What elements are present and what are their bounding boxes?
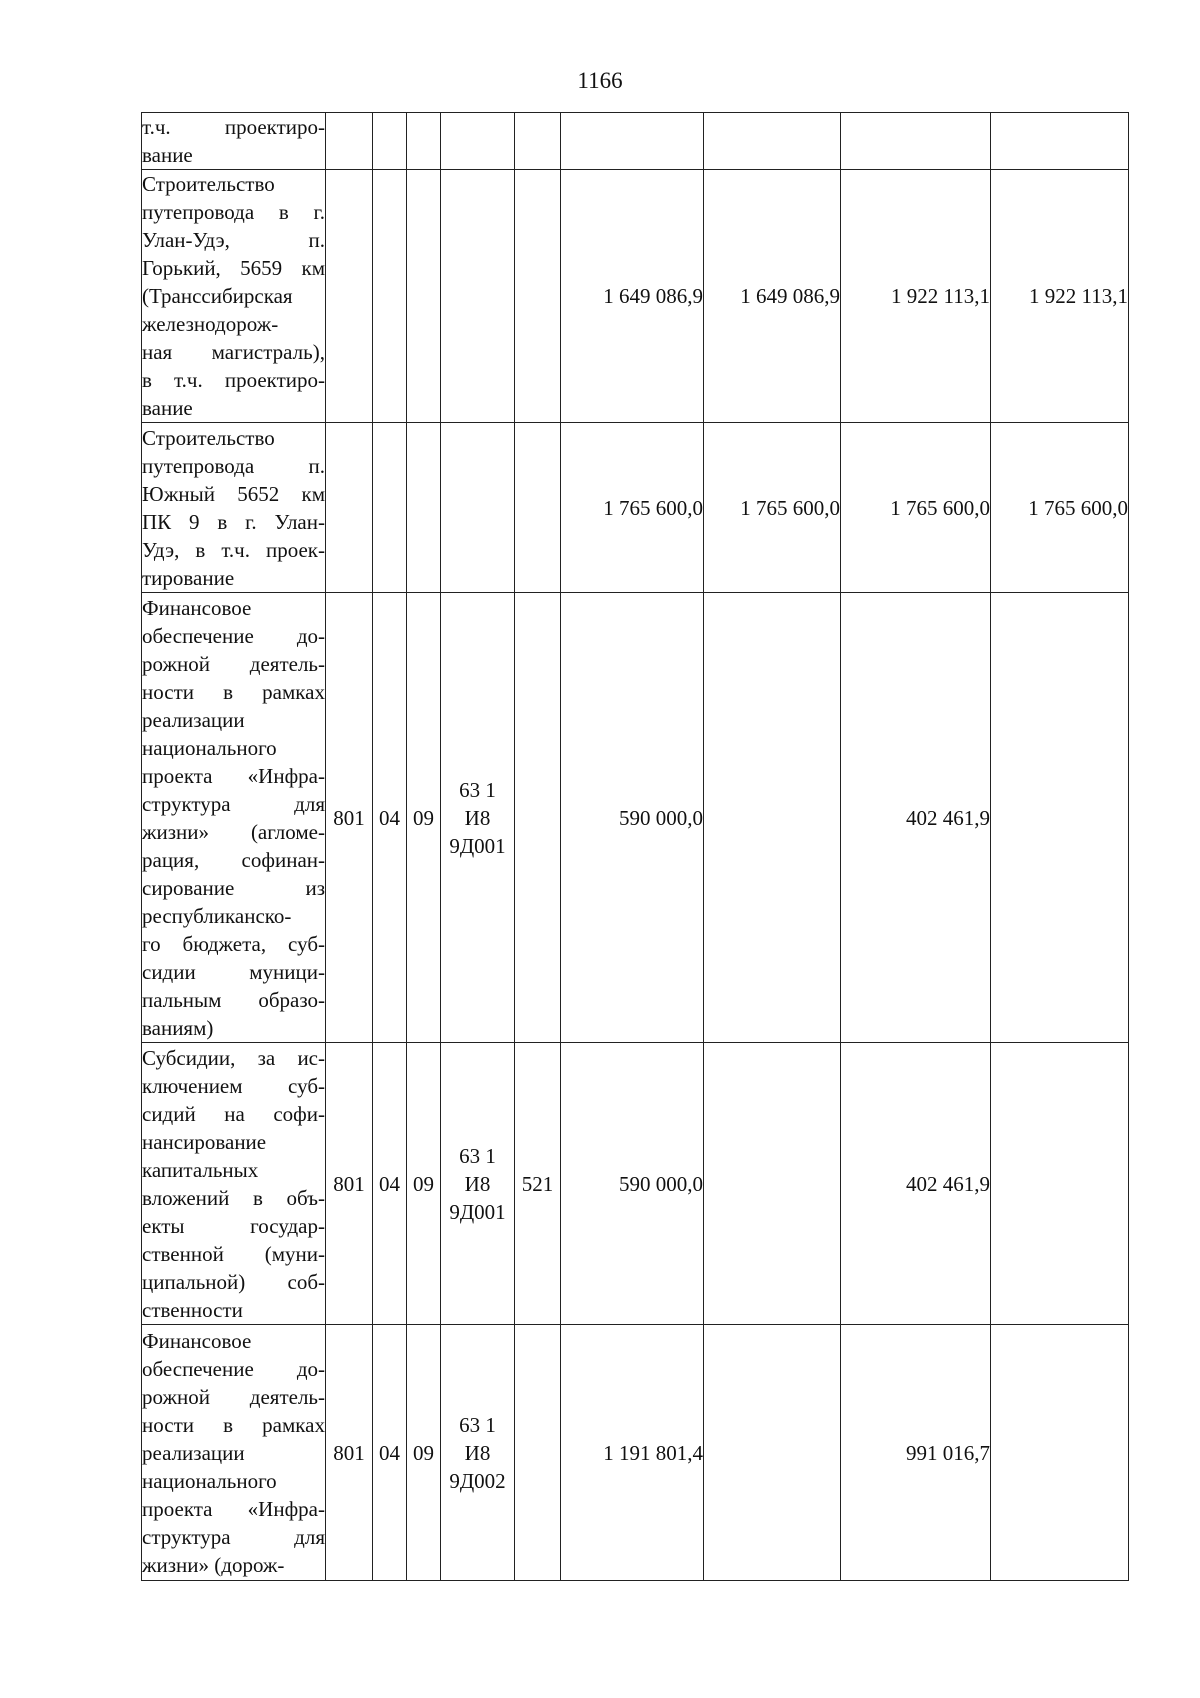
row-name-line: Финансовое <box>142 1328 252 1353</box>
page-number: 1166 <box>577 68 623 93</box>
expense-type-cell <box>515 423 561 593</box>
budget-table <box>141 112 1129 1581</box>
subsection-code-cell: 09 <box>407 1325 441 1581</box>
row-name-line: структура для <box>142 791 325 816</box>
row-name-line: обеспечение до- <box>142 1356 325 1381</box>
ministry-code-cell <box>326 170 373 423</box>
table-row <box>142 423 1129 593</box>
row-name-line: рожной деятель- <box>142 651 325 676</box>
row-name-line: Улан-Удэ, п. <box>142 228 325 252</box>
row-name-cell <box>142 423 326 593</box>
row-name-line: ципальной) соб- <box>142 1269 325 1294</box>
section-code-cell <box>373 423 407 593</box>
target-article-cell <box>441 170 515 423</box>
row-name-line: (Транссибирская <box>142 284 293 308</box>
row-name-line: сидии муници- <box>142 959 325 984</box>
table-row <box>142 593 1129 1043</box>
amount-cell-2 <box>704 593 841 1043</box>
target-article-part: И8 <box>464 805 491 830</box>
target-article-cell <box>441 1325 515 1581</box>
amount-cell-2 <box>704 1043 841 1325</box>
row-name-line: капитальных <box>142 1157 259 1182</box>
row-name-line: ключением суб- <box>142 1073 325 1098</box>
row-name-line: вание <box>142 143 193 167</box>
target-article-cell <box>441 113 515 170</box>
row-name-line: Строительство <box>142 172 275 196</box>
row-name-line: реализации <box>142 1440 245 1465</box>
target-article-part: 63 1 <box>459 1412 496 1437</box>
row-name-line: Субсидии, за ис- <box>142 1045 325 1070</box>
row-name-line: в т.ч. проектиро- <box>142 368 325 392</box>
row-name-line: реализации <box>142 707 245 732</box>
row-name-line: путепровода в г. <box>142 200 325 224</box>
row-name-line: обеспечение до- <box>142 623 325 648</box>
amount-cell-4: 1 922 113,1 <box>991 170 1129 423</box>
row-name-line: вложений в объ- <box>142 1185 325 1210</box>
target-article-part: И8 <box>464 1171 491 1196</box>
expense-type-cell <box>515 1325 561 1581</box>
row-name-line: республиканско- <box>142 903 292 928</box>
row-name-line: Южный 5652 км <box>142 481 325 506</box>
amount-cell-2: 1 765 600,0 <box>704 423 841 593</box>
row-name-line: Горький, 5659 км <box>142 256 325 280</box>
target-article-cell <box>441 423 515 593</box>
expense-type-cell <box>515 170 561 423</box>
target-article-part: 9Д002 <box>449 1468 506 1493</box>
target-article-part: 63 1 <box>459 777 496 802</box>
row-name-line: вание <box>142 396 193 420</box>
subsection-code-cell: 09 <box>407 1043 441 1325</box>
ministry-code-cell <box>326 423 373 593</box>
table-row <box>142 1043 1129 1325</box>
row-name-line: сидий на софи- <box>142 1101 325 1126</box>
expense-type-cell: 521 <box>515 1043 561 1325</box>
amount-cell-3: 1 922 113,1 <box>841 170 991 423</box>
amount-cell-1: 590 000,0 <box>561 1043 704 1325</box>
table-row <box>142 170 1129 423</box>
row-name-line: рожной деятель- <box>142 1384 325 1409</box>
target-article-part: 9Д001 <box>449 833 506 858</box>
row-name-line: пальным образо- <box>142 987 325 1012</box>
row-name-line: ственности <box>142 1297 243 1322</box>
row-name-line: жизни» (дорож- <box>142 1552 285 1577</box>
section-code-cell: 04 <box>373 1325 407 1581</box>
subsection-code-cell: 09 <box>407 593 441 1043</box>
row-name-line: Финансовое <box>142 595 252 620</box>
expense-type-cell <box>515 113 561 170</box>
table-row <box>142 1325 1129 1581</box>
amount-cell-4 <box>991 113 1129 170</box>
subsection-code-cell <box>407 113 441 170</box>
section-code-cell <box>373 170 407 423</box>
amount-cell-3 <box>841 113 991 170</box>
row-name-line: тирование <box>142 565 235 590</box>
row-name-line: екты государ- <box>142 1213 325 1238</box>
amount-cell-1: 1 191 801,4 <box>561 1325 704 1581</box>
row-name-line: национального <box>142 1468 277 1493</box>
row-name-line: Строительство <box>142 425 275 450</box>
row-name-line: ности в рамках <box>142 679 325 704</box>
row-name-line: сирование из <box>142 875 325 900</box>
row-name-line: ваниям) <box>142 1015 214 1040</box>
row-name-line: т.ч. проектиро- <box>142 115 325 139</box>
amount-cell-1: 1 765 600,0 <box>561 423 704 593</box>
target-article-part: 9Д001 <box>449 1199 506 1224</box>
amount-cell-4 <box>991 1043 1129 1325</box>
amount-cell-3: 1 765 600,0 <box>841 423 991 593</box>
row-name-cell <box>142 113 326 170</box>
row-name-line: рация, софинан- <box>142 847 325 872</box>
amount-cell-1 <box>561 113 704 170</box>
row-name-line: национального <box>142 735 277 760</box>
row-name-cell <box>142 1325 326 1581</box>
amount-cell-3: 991 016,7 <box>841 1325 991 1581</box>
amount-cell-4: 1 765 600,0 <box>991 423 1129 593</box>
row-name-line: ПК 9 в г. Улан- <box>142 509 325 534</box>
row-name-line: нансирование <box>142 1129 267 1154</box>
row-name-cell <box>142 1043 326 1325</box>
expense-type-cell <box>515 593 561 1043</box>
amount-cell-2 <box>704 1325 841 1581</box>
amount-cell-4 <box>991 593 1129 1043</box>
section-code-cell: 04 <box>373 593 407 1043</box>
row-name-line: проекта «Инфра- <box>142 1496 325 1521</box>
amount-cell-3: 402 461,9 <box>841 1043 991 1325</box>
ministry-code-cell: 801 <box>326 1043 373 1325</box>
row-name-line: путепровода п. <box>142 453 325 478</box>
amount-cell-2: 1 649 086,9 <box>704 170 841 423</box>
row-name-line: ственной (муни- <box>142 1241 325 1266</box>
row-name-cell <box>142 593 326 1043</box>
target-article-part: И8 <box>464 1440 491 1465</box>
section-code-cell <box>373 113 407 170</box>
row-name-line: жизни» (агломе- <box>142 819 325 844</box>
subsection-code-cell <box>407 423 441 593</box>
ministry-code-cell: 801 <box>326 1325 373 1581</box>
row-name-cell <box>142 170 326 423</box>
row-name-line: проекта «Инфра- <box>142 763 325 788</box>
row-name-line: структура для <box>142 1524 325 1549</box>
row-name-line: го бюджета, суб- <box>142 931 325 956</box>
amount-cell-1: 590 000,0 <box>561 593 704 1043</box>
amount-cell-4 <box>991 1325 1129 1581</box>
row-name-line: железнодорож- <box>142 312 279 336</box>
subsection-code-cell <box>407 170 441 423</box>
row-name-line: Удэ, в т.ч. проек- <box>142 537 325 562</box>
amount-cell-2 <box>704 113 841 170</box>
target-article-part: 63 1 <box>459 1143 496 1168</box>
amount-cell-1: 1 649 086,9 <box>561 170 704 423</box>
section-code-cell: 04 <box>373 1043 407 1325</box>
amount-cell-3: 402 461,9 <box>841 593 991 1043</box>
row-name-line: ная магистраль), <box>142 340 325 364</box>
row-name-line: ности в рамках <box>142 1412 325 1437</box>
target-article-cell <box>441 593 515 1043</box>
ministry-code-cell: 801 <box>326 593 373 1043</box>
ministry-code-cell <box>326 113 373 170</box>
target-article-cell <box>441 1043 515 1325</box>
table-row <box>142 113 1129 170</box>
